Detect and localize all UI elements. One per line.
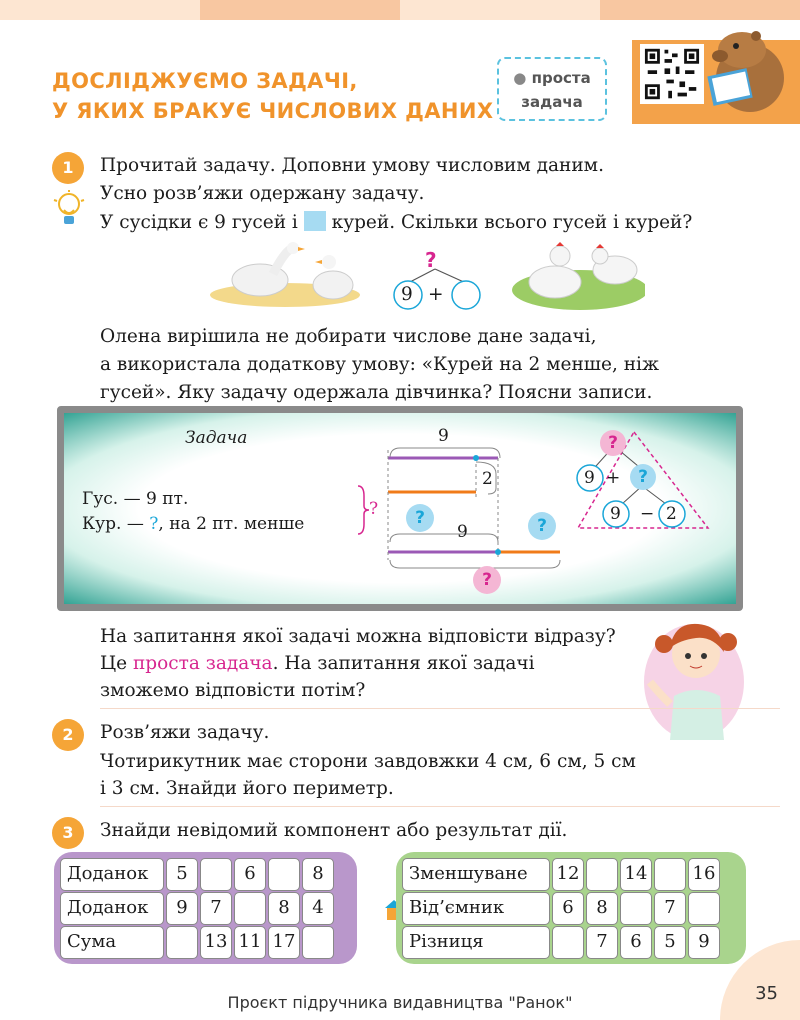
- addition-table: [54, 852, 357, 964]
- geese-illustration: [205, 240, 365, 310]
- question-circle-blue: ?: [528, 512, 556, 540]
- divider: [100, 708, 780, 709]
- table-cell[interactable]: [586, 858, 618, 891]
- table-label: Різниця: [402, 926, 550, 959]
- task2-text-1: Чотирикутник має сторони завдовжки 4 см, 6 см, 5 см: [100, 751, 636, 772]
- answer-question-1: На запитання якої задачі можна відповісти відразу?: [100, 626, 616, 647]
- table-cell[interactable]: [302, 926, 334, 959]
- question-circle-pink: ?: [473, 566, 501, 594]
- tri-minus: −: [640, 504, 655, 524]
- table-label: Сума: [60, 926, 164, 959]
- board-chicken-line: [82, 512, 304, 536]
- board-task-title: Задача: [185, 428, 248, 448]
- table-row: [60, 892, 351, 925]
- olena-text-1: Олена вирішила не добирати числове дане задачі,: [100, 326, 597, 347]
- segment-top-label: 9: [438, 426, 449, 446]
- badge-line-1: проста: [531, 69, 591, 87]
- topic-badge: ● проста задача: [497, 57, 607, 121]
- table-row: [402, 858, 740, 891]
- subtraction-table: [396, 852, 746, 964]
- qr-code-icon[interactable]: [640, 44, 704, 104]
- table-cell[interactable]: [620, 892, 652, 925]
- condition-part-a: У сусідки є 9 гусей і: [100, 212, 298, 233]
- table-cell[interactable]: 13: [200, 926, 232, 959]
- top-stripe: [600, 0, 800, 20]
- table-row: [402, 892, 740, 925]
- table-cell[interactable]: 16: [688, 858, 720, 891]
- answer-part-a: Це: [100, 653, 133, 674]
- segment-bottom-label: 9: [457, 522, 468, 542]
- tri-plus: +: [606, 468, 621, 488]
- table-cell[interactable]: 6: [620, 926, 652, 959]
- table-label: Доданок: [60, 858, 164, 891]
- table-cell[interactable]: 5: [654, 926, 686, 959]
- table-cell[interactable]: [552, 926, 584, 959]
- table-label: Зменшуване: [402, 858, 550, 891]
- tri-question-top: ?: [600, 430, 626, 456]
- table-label: Від’ємник: [402, 892, 550, 925]
- table-cell[interactable]: 14: [620, 858, 652, 891]
- title-line-1: ДОСЛІДЖУЄМО ЗАДАЧІ,: [52, 69, 358, 93]
- lightbulb-icon: [52, 190, 86, 234]
- table-cell[interactable]: [268, 858, 300, 891]
- scheme-question-mark: ?: [425, 248, 437, 272]
- table-cell[interactable]: 6: [234, 858, 266, 891]
- task1-condition: [100, 210, 692, 236]
- page-number: 35: [755, 983, 778, 1004]
- answer-part-b: . На запитання якої задачі: [272, 653, 535, 674]
- tri-two: 2: [666, 504, 677, 524]
- brace-question: ?: [369, 499, 379, 519]
- top-stripe: [400, 0, 600, 20]
- table-cell[interactable]: 7: [654, 892, 686, 925]
- task3-instruction: Знайди невідомий компонент або результат дії.: [100, 820, 568, 841]
- tri-nine-b: 9: [610, 504, 621, 524]
- tri-nine-a: 9: [584, 468, 595, 488]
- scheme-plus: +: [428, 284, 444, 305]
- question-circle-blue: ?: [406, 504, 434, 532]
- title-line-2: У ЯКИХ БРАКУЄ ЧИСЛОВИХ ДАНИХ: [52, 99, 494, 123]
- table-cell[interactable]: 11: [234, 926, 266, 959]
- simple-task-term: проста задача: [132, 653, 273, 674]
- table-cell[interactable]: 7: [586, 926, 618, 959]
- table-cell[interactable]: 8: [268, 892, 300, 925]
- badge-line-2: задача: [521, 93, 583, 111]
- table-cell[interactable]: [688, 892, 720, 925]
- table-cell[interactable]: 8: [302, 858, 334, 891]
- chicken-line-label: Кур. —: [82, 514, 144, 534]
- table-cell[interactable]: 5: [166, 858, 198, 891]
- board-goose-line: Гус. — 9 пт.: [82, 489, 189, 509]
- brace-icon: [356, 484, 370, 536]
- divider: [100, 806, 780, 807]
- tri-question-blue: ?: [630, 464, 656, 490]
- top-stripe: [200, 0, 400, 20]
- task-number-2: 2: [52, 719, 84, 751]
- task1-instruction-1: Прочитай задачу. Доповни умову числовим даним.: [100, 155, 604, 176]
- task2-text-2: і 3 см. Знайди його периметр.: [100, 778, 394, 799]
- table-label: Доданок: [60, 892, 164, 925]
- table-cell[interactable]: 17: [268, 926, 300, 959]
- table-cell[interactable]: [654, 858, 686, 891]
- olena-text-3: гусей». Яку задачу одержала дівчинка? Поясни записи.: [100, 382, 653, 403]
- footer-text: Проєкт підручника видавництва "Ранок": [227, 993, 573, 1012]
- top-stripe: [0, 0, 200, 20]
- answer-question-3: зможемо відповісти потім?: [100, 680, 366, 701]
- condition-part-b: курей. Скільки всього гусей і курей?: [331, 212, 693, 233]
- chicken-unknown: ?: [149, 514, 159, 534]
- table-cell[interactable]: 6: [552, 892, 584, 925]
- chickens-illustration: [510, 240, 645, 312]
- table-cell[interactable]: [234, 892, 266, 925]
- table-cell[interactable]: 8: [586, 892, 618, 925]
- table-row: [60, 858, 351, 891]
- table-cell[interactable]: 9: [166, 892, 198, 925]
- task-number-1: 1: [52, 152, 84, 184]
- task2-instruction: Розв’яжи задачу.: [100, 722, 270, 743]
- table-row: [402, 926, 740, 959]
- table-cell[interactable]: [200, 858, 232, 891]
- table-cell[interactable]: 7: [200, 892, 232, 925]
- answer-question-2: [100, 651, 535, 677]
- table-row: [60, 926, 351, 959]
- task1-instruction-2: Усно розв’яжи одержану задачу.: [100, 183, 425, 204]
- segment-diagram: [380, 440, 570, 570]
- table-cell[interactable]: 12: [552, 858, 584, 891]
- table-cell[interactable]: 9: [688, 926, 720, 959]
- scheme-number: 9: [401, 284, 413, 305]
- page-title: [52, 66, 493, 126]
- segment-diff-label: 2: [482, 469, 493, 489]
- task-number-3: 3: [52, 817, 84, 849]
- olena-text-2: а використала додаткову умову: «Курей на 2 менше, ніж: [100, 354, 659, 375]
- table-cell[interactable]: 4: [302, 892, 334, 925]
- table-cell[interactable]: [166, 926, 198, 959]
- girl-illustration: [640, 608, 744, 740]
- capybara-reading-illustration: [700, 28, 790, 114]
- chicken-line-rest: , на 2 пт. менше: [158, 514, 305, 534]
- missing-number-box[interactable]: [304, 211, 326, 231]
